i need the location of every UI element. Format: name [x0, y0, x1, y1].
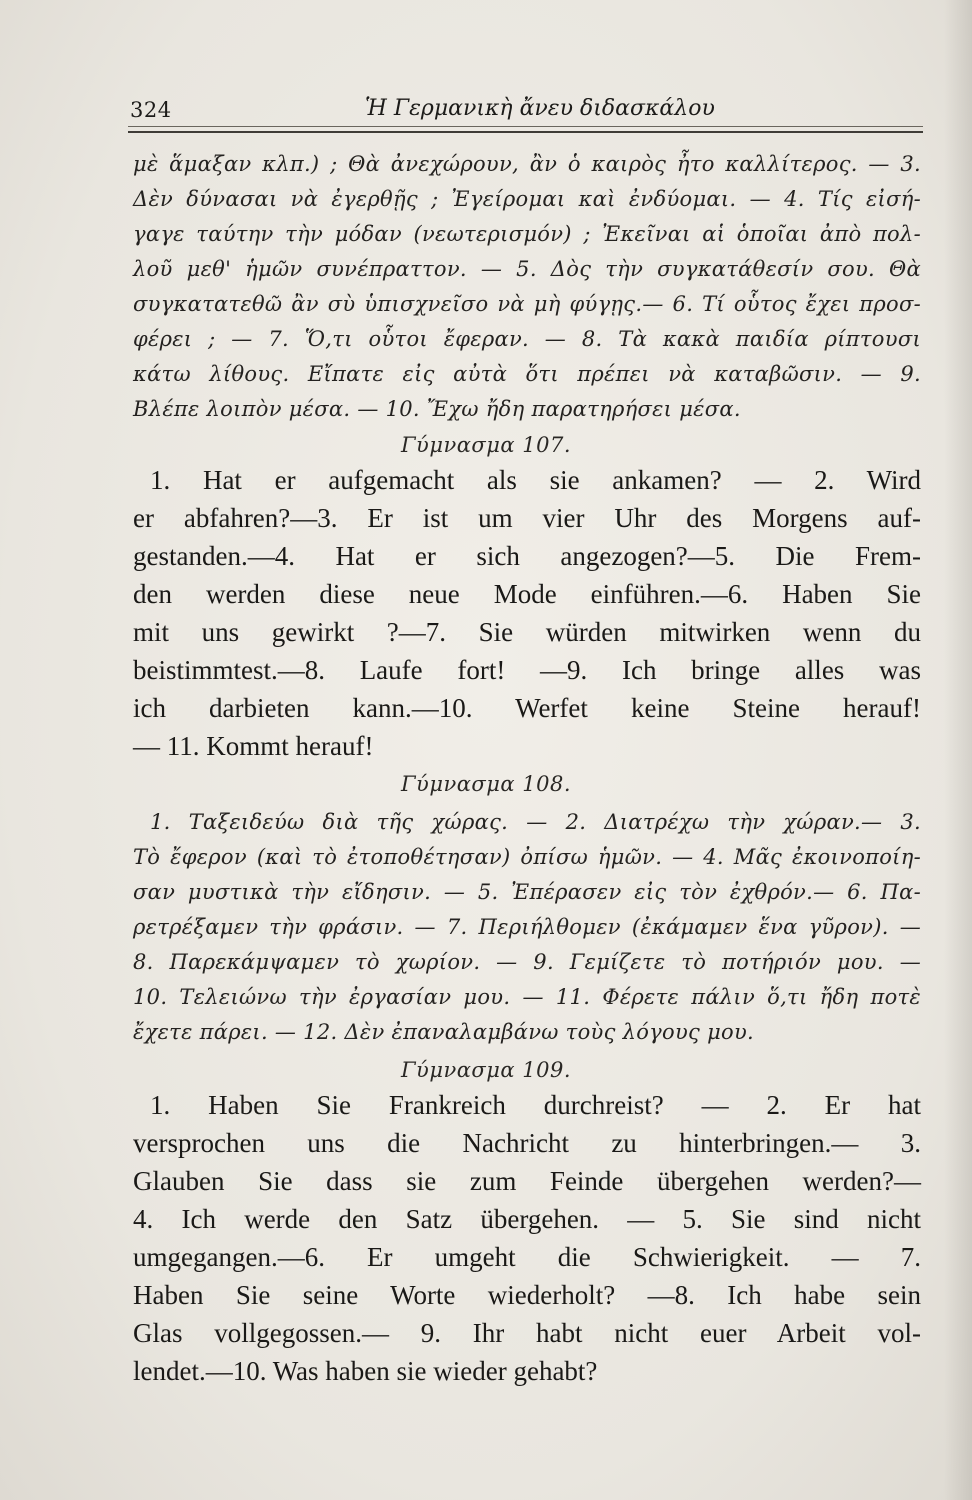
text-line: gestanden.—4. Hat er sich angezogen?—5. Die Frem-	[133, 541, 921, 571]
exercise-heading-109: Γύμνασμα 109.	[400, 1058, 572, 1082]
text-line: 10. Τελειώνω τὴν ἐργασίαν μου. — 11. Φέρετε πάλιν ὅ,τι ἤδη ποτὲ	[133, 985, 921, 1009]
text-line: Βλέπε λοιπὸν μέσα. — 10. Ἔχω ἤδη παρατηρήσει μέσα.	[133, 397, 741, 421]
text-line: μὲ ἅμαξαν κλπ.) ; Θὰ ἀνεχώρουν, ἂν ὁ καιρὸς ἦτο καλλίτερος. — 3.	[133, 152, 921, 176]
text-line: γαγε ταύτην τὴν μόδαν (νεωτερισμόν) ; Ἐκεῖναι αἱ ὁποῖαι ἀπὸ πολ-	[133, 222, 921, 246]
text-line: κάτω λίθους. Εἴπατε εἰς αὐτὰ ὅτι πρέπει νὰ καταβῶσιν. — 9.	[133, 362, 921, 386]
text-line: 1. Ταξειδεύω διὰ τῆς χώρας. — 2. Διατρέχω τὴν χώραν.— 3.	[150, 810, 921, 834]
text-line: Glauben Sie dass sie zum Feinde übergehen werden?—	[133, 1166, 921, 1196]
text-line: ich darbieten kann.—10. Werfet keine Steine herauf!	[133, 693, 921, 723]
text-line: Haben Sie seine Worte wiederholt? —8. Ich habe sein	[133, 1280, 921, 1310]
text-line: ἔχετε πάρει. — 12. Δὲν ἐπαναλαμβάνω τοὺς λόγους μου.	[133, 1020, 755, 1044]
text-line: mit uns gewirkt ?—7. Sie würden mitwirken wenn du	[133, 617, 921, 647]
exercise-heading-107: Γύμνασμα 107.	[400, 433, 572, 457]
text-line: versprochen uns die Nachricht zu hinterbringen.— 3.	[133, 1128, 921, 1158]
text-line: σαν μυστικὰ τὴν εἴδησιν. — 5. Ἐπέρασεν εἰς τὸν ἐχθρόν.— 6. Πα-	[133, 880, 921, 904]
page-number: 324	[130, 98, 172, 122]
text-line: 1. Haben Sie Frankreich durchreist? — 2. Er hat	[150, 1090, 921, 1120]
text-line: φέρει ; — 7. Ὅ,τι οὗτοι ἔφεραν. — 8. Τὰ κακὰ παιδία ρίπτουσι	[133, 327, 921, 351]
text-line: beistimmtest.—8. Laufe fort! —9. Ich bringe alles was	[133, 655, 921, 685]
text-line: λοῦ μεθ' ἡμῶν συνέπραττον. — 5. Δὸς τὴν συγκατάθεσίν σου. Θὰ	[133, 257, 921, 281]
text-line: ρετρέξαμεν τὴν φράσιν. — 7. Περιήλθομεν (ἐκάμαμεν ἕνα γῦρον). —	[133, 915, 921, 939]
page-header	[130, 94, 920, 128]
page-edge-shadow	[944, 0, 972, 1500]
text-line: den werden diese neue Mode einführen.—6. Haben Sie	[133, 579, 921, 609]
text-line: 8. Παρεκάμψαμεν τὸ χωρίον. — 9. Γεμίζετε τὸ ποτήριόν μου. —	[133, 950, 921, 974]
text-line: er abfahren?—3. Er ist um vier Uhr des Morgens auf-	[133, 503, 921, 533]
text-line: — 11. Kommt herauf!	[133, 731, 374, 761]
text-line: 1. Hat er aufgemacht als sie ankamen? — 2. Wird	[150, 465, 921, 495]
text-line: Τὸ ἔφερον (καὶ τὸ ἐτοποθέτησαν) ὀπίσω ἡμῶν. — 4. Μᾶς ἐκοινοποίη-	[133, 845, 921, 869]
header-rule	[128, 126, 923, 133]
text-line: Δὲν δύνασαι νὰ ἐγερθῇς ; Ἐγείρομαι καὶ ἐνδύομαι. — 4. Τίς εἰσή-	[133, 187, 921, 211]
text-line: 4. Ich werde den Satz übergehen. — 5. Sie sind nicht	[133, 1204, 921, 1234]
text-line: umgegangen.—6. Er umgeht die Schwierigkeit. — 7.	[133, 1242, 921, 1272]
exercise-heading-108: Γύμνασμα 108.	[400, 772, 572, 796]
text-line: Glas vollgegossen.— 9. Ihr habt nicht euer Arbeit vol-	[133, 1318, 921, 1348]
text-line: lendet.—10. Was haben sie wieder gehabt?	[133, 1356, 598, 1386]
running-head: Ἡ Γερμανικὴ ἄνευ διδασκάλου	[365, 96, 715, 121]
text-line: συγκατατεθῶ ἂν σὺ ὑπισχνεῖσο νὰ μὴ φύγῃς.— 6. Τί οὗτος ἔχει προσ-	[133, 292, 921, 316]
